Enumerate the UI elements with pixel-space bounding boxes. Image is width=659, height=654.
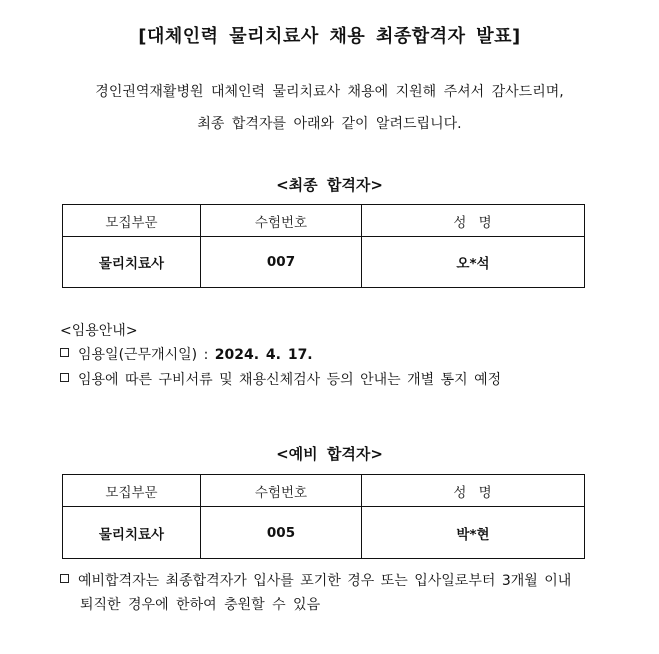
- table-row: [63, 507, 585, 559]
- header-exam-number: 수험번호: [201, 475, 362, 507]
- header-department: 모집부문: [63, 475, 201, 507]
- documents-notice-text: 임용에 따른 구비서류 및 채용신체검사 등의 안내는 개별 통지 예정: [78, 372, 502, 388]
- hollow-square-bullet-icon: [60, 574, 69, 583]
- table-row: [63, 237, 585, 288]
- page-title: [대체인력 물리치료사 채용 최종합격자 발표]: [138, 26, 521, 47]
- cell-department: 물리치료사: [63, 507, 201, 559]
- appointment-date-label: 임용일(근무개시일) :: [78, 347, 215, 363]
- cell-department: 물리치료사: [63, 237, 201, 288]
- table-header-row: [63, 475, 585, 507]
- reserve-note-line-1: 예비합격자는 최종합격자가 입사를 포기한 경우 또는 입사일로부터 3개월 이내: [78, 573, 572, 589]
- cell-exam-number: 007: [201, 237, 362, 288]
- reserve-results-table: [62, 474, 585, 559]
- hollow-square-bullet-icon: [60, 348, 69, 357]
- header-department: 모집부문: [63, 205, 201, 237]
- cell-name: 오*석: [362, 237, 585, 288]
- appointment-date-value: 2024. 4. 17.: [214, 347, 313, 363]
- appointment-date-item: [60, 344, 313, 364]
- intro-line-2: 최종 합격자를 아래와 같이 알려드립니다.: [197, 116, 462, 132]
- cell-exam-number: 005: [201, 507, 362, 559]
- documents-notice-item: [60, 369, 501, 389]
- final-section-title: <최종 합격자>: [276, 176, 383, 194]
- hollow-square-bullet-icon: [60, 373, 69, 382]
- final-results-table: [62, 204, 585, 288]
- header-name: 성 명: [362, 475, 585, 507]
- header-name: 성 명: [362, 205, 585, 237]
- intro-line-1: 경인권역재활병원 대체인력 물리치료사 채용에 지원해 주셔서 감사드리며,: [95, 84, 564, 100]
- cell-name: 박*현: [362, 507, 585, 559]
- reserve-section-title: <예비 합격자>: [276, 445, 383, 463]
- table-header-row: [63, 205, 585, 237]
- header-exam-number: 수험번호: [201, 205, 362, 237]
- reserve-note-item: [60, 570, 571, 590]
- reserve-note-line-2: 퇴직한 경우에 한하여 충원할 수 있음: [80, 597, 321, 613]
- appointment-notice-heading: <임용안내>: [60, 323, 138, 339]
